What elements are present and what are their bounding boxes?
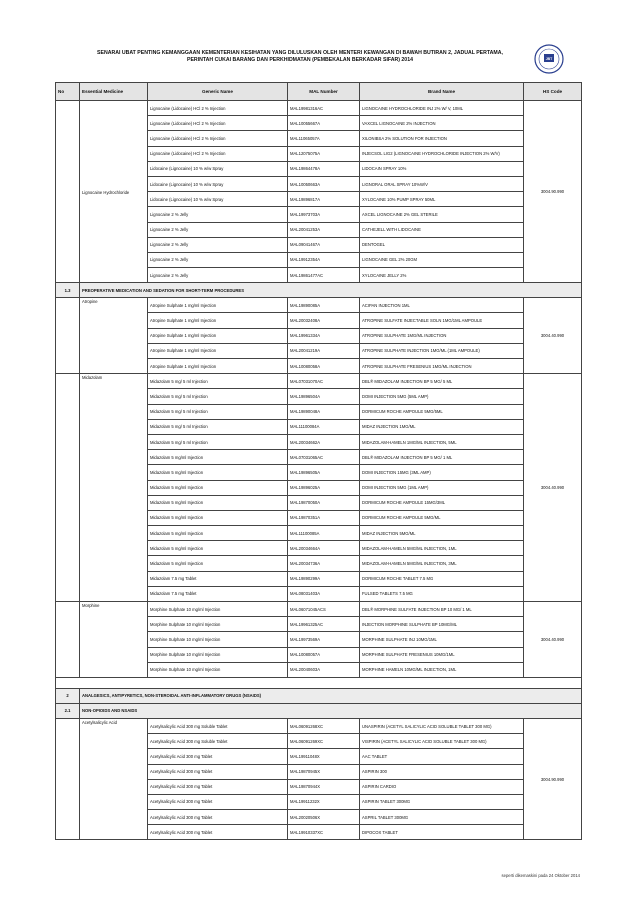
header-generic-name: Generic Name bbox=[148, 83, 288, 101]
mal-number-cell: MAL19896504A bbox=[288, 389, 360, 404]
brand-name-cell: DOMI INJECTION 5MG (1ML AMP) bbox=[360, 480, 524, 495]
brand-name-cell: MORPHINE HAMELN 10MG/ML INJECTION, 1ML bbox=[360, 662, 524, 677]
no-cell bbox=[56, 374, 80, 602]
generic-name-cell: Midazolam 5 mg/ 5 ml Injection bbox=[148, 374, 288, 389]
brand-name-cell: DOMI INJECTION 15MG (3ML AMP) bbox=[360, 465, 524, 480]
mal-number-cell: MAL19896025A bbox=[288, 480, 360, 495]
table-header-row bbox=[56, 83, 582, 101]
essential-medicine-cell: Atropine bbox=[80, 298, 148, 374]
table-row bbox=[56, 374, 582, 389]
generic-name-cell: Atropine Sulphate 1 mg/ml Injection bbox=[148, 343, 288, 358]
generic-name-cell: Midazolam 5 mg/ml Injection bbox=[148, 556, 288, 571]
mal-number-cell: MAL10055667A bbox=[288, 116, 360, 131]
mal-number-cell: MAL19910337XC bbox=[288, 825, 360, 840]
mal-number-cell: MAL19911048X bbox=[288, 749, 360, 764]
generic-name-cell: Lidocaine (Lignocaine) 10 % w/w Spray bbox=[148, 176, 288, 191]
mal-number-cell: MAL19870050A bbox=[288, 495, 360, 510]
generic-name-cell: Midazolam 5 mg/ml Injection bbox=[148, 450, 288, 465]
brand-name-cell: FULSED TABLETS 7.5 MG bbox=[360, 586, 524, 601]
brand-name-cell: MORPHINE SULPHATE INJ 10MG/1ML bbox=[360, 632, 524, 647]
generic-name-cell: Midazolam 5 mg/ml Injection bbox=[148, 495, 288, 510]
ministry-seal-icon bbox=[534, 44, 564, 74]
generic-name-cell: Midazolam 5 mg/ 5 ml Injection bbox=[148, 389, 288, 404]
hs-code-cell: 3004.90.990 bbox=[524, 101, 582, 283]
generic-name-cell: Midazolam 5 mg/ml Injection bbox=[148, 526, 288, 541]
generic-name-cell: Acetylsalicylic Acid 300 mg Tablet bbox=[148, 749, 288, 764]
generic-name-cell: Atropine Sulphate 1 mg/ml Injection bbox=[148, 298, 288, 313]
section-label: ANALGESICS, ANTIPYRETICS, NON-STEROIDAL ANTI-INFLAMMATORY DRUGS (NSAIDS) bbox=[80, 688, 582, 703]
header-hs-code: HS Code bbox=[524, 83, 582, 101]
generic-name-cell: Lignocaine 2 % Jelly bbox=[148, 237, 288, 252]
table-row bbox=[56, 718, 582, 733]
section-number: 2 bbox=[56, 688, 80, 703]
generic-name-cell: Morphine Sulphate 10 mg/ml Injection bbox=[148, 647, 288, 662]
generic-name-cell: Midazolam 5 mg/ml Injection bbox=[148, 480, 288, 495]
hs-code-cell: 3004.40.990 bbox=[524, 374, 582, 602]
brand-name-cell: VISPIRIN (ACETYL SALICYLIC ACID SOLUBLE TABLET 300 MG) bbox=[360, 734, 524, 749]
mal-number-cell: MAL10050663A bbox=[288, 176, 360, 191]
brand-name-cell: XYLOCAINE JELLY 2% bbox=[360, 268, 524, 283]
mal-number-cell: MAL19981316AC bbox=[288, 101, 360, 116]
generic-name-cell: Lignocaine 2 % Jelly bbox=[148, 222, 288, 237]
mal-number-cell: MAL19896505A bbox=[288, 465, 360, 480]
hs-code-cell: 3004.90.990 bbox=[524, 718, 582, 840]
generic-name-cell: Acetylsalicylic Acid 300 mg Soluble Tablet bbox=[148, 718, 288, 733]
mal-number-cell: MAL19864478A bbox=[288, 161, 360, 176]
mal-number-cell: MAL19973569A bbox=[288, 632, 360, 647]
no-cell bbox=[56, 298, 80, 374]
essential-medicine-cell: Acetylsalicylic Acid bbox=[80, 718, 148, 840]
generic-name-cell: Midazolam 5 mg/ 5 ml Injection bbox=[148, 404, 288, 419]
mal-number-cell: MAL19912354A bbox=[288, 252, 360, 267]
generic-name-cell: Morphine Sulphate 10 mg/ml Injection bbox=[148, 662, 288, 677]
generic-name-cell: Lignocaine (Lidocaine) HCl 2 % Injection bbox=[148, 131, 288, 146]
hs-code-cell: 3004.40.990 bbox=[524, 298, 582, 374]
brand-name-cell: INJECSOL LIG2 (LIGNOCAINE HYDROCHLORIDE INJECTION 2% W/V) bbox=[360, 146, 524, 161]
brand-name-cell: XILONIBSA 2% SOLUTION FOR INJECTION bbox=[360, 131, 524, 146]
table-row bbox=[56, 602, 582, 617]
generic-name-cell: Lignocaine (Lidocaine) HCl 2 % Injection bbox=[148, 101, 288, 116]
brand-name-cell: ATROPINE SULPHATE INJECTION 1MG/ML (1ML AMPOULE) bbox=[360, 343, 524, 358]
generic-name-cell: Lignocaine (Lidocaine) HCl 2 % Injection bbox=[148, 116, 288, 131]
section-number: 2.1 bbox=[56, 703, 80, 718]
mal-number-cell: MAL12075075A bbox=[288, 146, 360, 161]
brand-name-cell: LIDOCAIN SPRAY 10% bbox=[360, 161, 524, 176]
section-row bbox=[56, 703, 582, 718]
section-row bbox=[56, 283, 582, 298]
generic-name-cell: Atropine Sulphate 1 mg/ml Injection bbox=[148, 313, 288, 328]
essential-medicine-cell: Lignocaine Hydrochloride bbox=[80, 101, 148, 283]
generic-name-cell: Acetylsalicylic Acid 300 mg Soluble Tablet bbox=[148, 734, 288, 749]
generic-name-cell: Acetylsalicylic Acid 300 mg Tablet bbox=[148, 794, 288, 809]
mal-number-cell: MAL07031070AC bbox=[288, 374, 360, 389]
brand-name-cell: DIPOCOX TABLET bbox=[360, 825, 524, 840]
mal-number-cell: MAL06071045ACS bbox=[288, 602, 360, 617]
brand-name-cell: DORMICUM ROCHE TABLET 7.5 MG bbox=[360, 571, 524, 586]
brand-name-cell: LIGNORAL ORAL SPRAY 10%W/V bbox=[360, 176, 524, 191]
generic-name-cell: Lidocaine (Lignocaine) 10 % w/w Spray bbox=[148, 161, 288, 176]
brand-name-cell: ACIPAN INJECTION 1ML bbox=[360, 298, 524, 313]
header-mal-number: MAL Number bbox=[288, 83, 360, 101]
no-cell bbox=[56, 718, 80, 840]
brand-name-cell: ASPIRIN CARDIO bbox=[360, 779, 524, 794]
header-brand-name: Brand Name bbox=[360, 83, 524, 101]
section-label: NON-OPIOIDS AND NSAIDS bbox=[80, 703, 582, 718]
generic-name-cell: Acetylsalicylic Acid 300 mg Tablet bbox=[148, 764, 288, 779]
no-cell bbox=[56, 101, 80, 283]
mal-number-cell: MAL20034736A bbox=[288, 556, 360, 571]
brand-name-cell: AXCEL LIGNOCAINE 2% GEL STERILE bbox=[360, 207, 524, 222]
mal-number-cell: MAL19961325AC bbox=[288, 617, 360, 632]
generic-name-cell: Midazolam 7.5 mg Tablet bbox=[148, 586, 288, 601]
brand-name-cell: MORPHINE SULPHATE FRESENIUS 10MG/1ML bbox=[360, 647, 524, 662]
no-cell bbox=[56, 602, 80, 678]
mal-number-cell: MAL07031065AC bbox=[288, 450, 360, 465]
generic-name-cell: Morphine Sulphate 10 mg/ml Injection bbox=[148, 602, 288, 617]
brand-name-cell: ATROPINE SULFATE INJECTABLE SOLN 1MG/1ML AMPOULE bbox=[360, 313, 524, 328]
brand-name-cell: MIDAZOLAM-HAMELN 1MG/ML INJECTION, 5ML bbox=[360, 434, 524, 449]
table-row bbox=[56, 101, 582, 116]
generic-name-cell: Morphine Sulphate 10 mg/ml Injection bbox=[148, 632, 288, 647]
generic-name-cell: Midazolam 5 mg/ml Injection bbox=[148, 510, 288, 525]
mal-number-cell: MAL20020506X bbox=[288, 810, 360, 825]
mal-number-cell: MAL19890299A bbox=[288, 571, 360, 586]
spacer-row bbox=[56, 677, 582, 688]
mal-number-cell: MAL19890048A bbox=[288, 404, 360, 419]
medicine-table bbox=[55, 82, 582, 840]
brand-name-cell: ATROPINE SULPHATE 1MG/ML INJECTION bbox=[360, 328, 524, 343]
generic-name-cell: Lignocaine 2 % Jelly bbox=[148, 268, 288, 283]
section-number: 1.3 bbox=[56, 283, 80, 298]
mal-number-cell: MAL20041253A bbox=[288, 222, 360, 237]
footer-note: seperti dikemaskini pada 24 Oktober 2014 bbox=[501, 873, 580, 878]
generic-name-cell: Lignocaine 2 % Jelly bbox=[148, 207, 288, 222]
mal-number-cell: MAL19870351A bbox=[288, 510, 360, 525]
brand-name-cell: UNASPIRIN (ACETYL SALICYLIC ACID SOLUBLE TABLET 300 MG) bbox=[360, 718, 524, 733]
brand-name-cell: DBL® MORPHINE SULFATE INJECTION BP 10 MG/ 1 ML bbox=[360, 602, 524, 617]
table-row bbox=[56, 298, 582, 313]
brand-name-cell: ASPIRIN TABLET 300MG bbox=[360, 794, 524, 809]
brand-name-cell: DBL® MIDAZOLAM INJECTION BP 5 MG/ 1 ML bbox=[360, 450, 524, 465]
brand-name-cell: DBL® MIDAZOLAM INJECTION BP 5 MG/ 5 ML bbox=[360, 374, 524, 389]
mal-number-cell: MAL10080058A bbox=[288, 359, 360, 374]
brand-name-cell: ASPIRIN 300 bbox=[360, 764, 524, 779]
brand-name-cell: INJECTION MORPHINE SULPHATE BP 10MG/ML bbox=[360, 617, 524, 632]
hs-code-cell: 3004.40.990 bbox=[524, 602, 582, 678]
mal-number-cell: MAL20041219A bbox=[288, 343, 360, 358]
generic-name-cell: Acetylsalicylic Acid 300 mg Tablet bbox=[148, 825, 288, 840]
generic-name-cell: Midazolam 5 mg/ml Injection bbox=[148, 465, 288, 480]
brand-name-cell: DORMICUM ROCHE AMPOULE 5MG/5ML bbox=[360, 404, 524, 419]
mal-number-cell: MAL20032408A bbox=[288, 313, 360, 328]
brand-name-cell: DENTOGEL bbox=[360, 237, 524, 252]
essential-medicine-cell: Midazolam bbox=[80, 374, 148, 602]
brand-name-cell: ATROPINE SULPHATE FRESENIUS 1MG/ML INJECTION bbox=[360, 359, 524, 374]
brand-name-cell: XYLOCAINE 10% PUMP SPRAY 50ML bbox=[360, 192, 524, 207]
mal-number-cell: MAL10080057A bbox=[288, 647, 360, 662]
brand-name-cell: ASPRIL TABLET 300MG bbox=[360, 810, 524, 825]
mal-number-cell: MAL19870944X bbox=[288, 779, 360, 794]
generic-name-cell: Lidocaine (Lignocaine) 10 % w/w Spray bbox=[148, 192, 288, 207]
mal-number-cell: MAL20040603A bbox=[288, 662, 360, 677]
mal-number-cell: MAL09041467A bbox=[288, 237, 360, 252]
generic-name-cell: Lignocaine 2 % Jelly bbox=[148, 252, 288, 267]
essential-medicine-cell: Morphine bbox=[80, 602, 148, 678]
brand-name-cell: LIGNOCAINE GEL 2% 20GM bbox=[360, 252, 524, 267]
generic-name-cell: Atropine Sulphate 1 mg/ml Injection bbox=[148, 328, 288, 343]
brand-name-cell: CATHEJELL WITH LIDOCAINE bbox=[360, 222, 524, 237]
svg-text:JBT: JBT bbox=[545, 57, 553, 61]
mal-number-cell: MAL20034662A bbox=[288, 434, 360, 449]
brand-name-cell: MIDAZOLAM-HAMELN 5MG/ML INJECTION, 3ML bbox=[360, 556, 524, 571]
generic-name-cell: Acetylsalicylic Acid 300 mg Tablet bbox=[148, 810, 288, 825]
brand-name-cell: MIDAZOLAM-HAMELN 5MG/ML INJECTION, 1ML bbox=[360, 541, 524, 556]
brand-name-cell: VAXCEL LIGNOCAINE 2% INJECTION bbox=[360, 116, 524, 131]
section-row bbox=[56, 688, 582, 703]
brand-name-cell: DOMI INJECTION 5MG (5ML AMP) bbox=[360, 389, 524, 404]
generic-name-cell: Lignocaine (Lidocaine) HCl 2 % Injection bbox=[148, 146, 288, 161]
spacer-cell bbox=[56, 677, 582, 688]
header-essential-medicine: Essential Medicine bbox=[80, 83, 148, 101]
mal-number-cell: MAL19911232X bbox=[288, 794, 360, 809]
mal-number-cell: MAL11100085A bbox=[288, 526, 360, 541]
mal-number-cell: MAL19961334A bbox=[288, 328, 360, 343]
mal-number-cell: MAL19896817A bbox=[288, 192, 360, 207]
generic-name-cell: Midazolam 7.5 mg Tablet bbox=[148, 571, 288, 586]
generic-name-cell: Acetylsalicylic Acid 300 mg Tablet bbox=[148, 779, 288, 794]
brand-name-cell: MIDAZ INJECTION 5MG/ML bbox=[360, 526, 524, 541]
page-title: SENARAI UBAT PENTING KEMANGGAAN KEMENTERIAN KESIHATAN YANG DILULUSKAN OLEH MENTERI KEWANGAN DI BAWAH BUTIRAN 2, JADUAL PERTAMA, PERINTAH CUKAI BARANG DAN PERKHIDMATAN (PEMBEKALAN BERKADAR SIFAR) 2014 bbox=[97, 50, 503, 63]
generic-name-cell: Morphine Sulphate 10 mg/ml Injection bbox=[148, 617, 288, 632]
mal-number-cell: MAL20034664A bbox=[288, 541, 360, 556]
generic-name-cell: Midazolam 5 mg/ 5 ml Injection bbox=[148, 434, 288, 449]
brand-name-cell: MIDAZ INJECTION 1MG/ML bbox=[360, 419, 524, 434]
mal-number-cell: MAL06091268XC bbox=[288, 718, 360, 733]
brand-name-cell: DORMICUM ROCHE AMPOULE 5MG/ML bbox=[360, 510, 524, 525]
mal-number-cell: MAL19890085A bbox=[288, 298, 360, 313]
mal-number-cell: MAL19870945X bbox=[288, 764, 360, 779]
mal-number-cell: MAL19861477AC bbox=[288, 268, 360, 283]
header-no: No bbox=[56, 83, 80, 101]
mal-number-cell: MAL11065057A bbox=[288, 131, 360, 146]
generic-name-cell: Midazolam 5 mg/ 5 ml Injection bbox=[148, 419, 288, 434]
generic-name-cell: Atropine Sulphate 1 mg/ml Injection bbox=[148, 359, 288, 374]
mal-number-cell: MAL08031403A bbox=[288, 586, 360, 601]
generic-name-cell: Midazolam 5 mg/ml Injection bbox=[148, 541, 288, 556]
section-label: PREOPERATIVE MEDICATION AND SEDATION FOR SHORT-TERM PROCEDURES bbox=[80, 283, 582, 298]
brand-name-cell: AAC TABLET bbox=[360, 749, 524, 764]
brand-name-cell: LIGNOCAINE HYDROCHLORIDE INJ 2% W/ V, 10ML bbox=[360, 101, 524, 116]
mal-number-cell: MAL19973703A bbox=[288, 207, 360, 222]
mal-number-cell: MAL11100084A bbox=[288, 419, 360, 434]
mal-number-cell: MAL06091269XC bbox=[288, 734, 360, 749]
brand-name-cell: DORMICUM ROCHE AMPOULE 15MG/3ML bbox=[360, 495, 524, 510]
